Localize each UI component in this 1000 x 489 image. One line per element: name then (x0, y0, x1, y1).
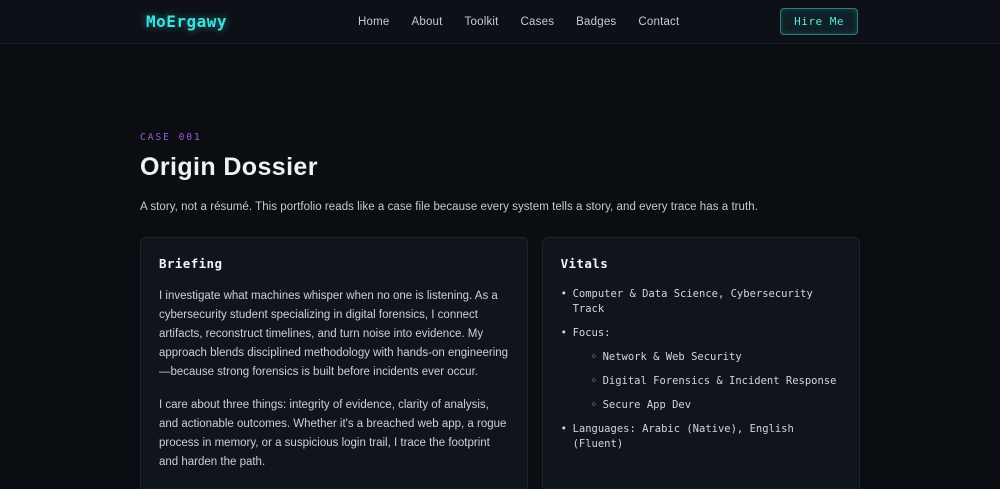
vitals-focus-item-network: ◦ Network & Web Security (591, 350, 841, 365)
vitals-card (542, 237, 860, 489)
hire-me-button[interactable]: Hire Me (780, 8, 858, 35)
nav-item-home[interactable]: Home (358, 15, 390, 28)
vitals-focus-label: Focus: (572, 327, 611, 339)
top-navbar (0, 0, 1000, 44)
page-content (0, 132, 1000, 489)
vitals-focus-item-forensics: ◦ Digital Forensics & Incident Response (591, 374, 841, 389)
briefing-card (140, 237, 528, 489)
page-subtitle: A story, not a résumé. This portfolio reads like a case file because every system tells a story, and every trace has a truth. (140, 201, 758, 213)
page-title: Origin Dossier (140, 153, 318, 181)
nav-item-badges[interactable]: Badges (576, 15, 617, 28)
cards-row (140, 237, 860, 489)
nav-item-cases[interactable]: Cases (520, 15, 555, 28)
vitals-item-languages: • Languages: Arabic (Native), English (Fluent) (561, 422, 841, 452)
brand-logo[interactable]: MoErgawy (146, 12, 228, 31)
primary-nav (358, 16, 679, 28)
vitals-list (561, 287, 841, 452)
vitals-card-title: Vitals (560, 256, 609, 271)
briefing-paragraph-2: I care about three things: integrity of evidence, clarity of analysis, and actionable outcomes. Whether it's a breached web app, a rogue process in memory, or a suspicious login trail, I trace the footprint and harden the path. (159, 399, 507, 468)
vitals-focus-item-appdev: ◦ Secure App Dev (591, 398, 841, 413)
nav-item-contact[interactable]: Contact (638, 15, 680, 28)
nav-item-toolkit[interactable]: Toolkit (464, 15, 499, 28)
nav-item-about[interactable]: About (411, 15, 443, 28)
vitals-item-focus (561, 326, 841, 413)
vitals-focus-sublist (591, 350, 841, 413)
vitals-item-major: • Computer & Data Science, Cybersecurity Track (561, 287, 841, 317)
briefing-paragraph-1: I investigate what machines whisper when no one is listening. As a cybersecurity student specializing in digital forensics, I connect artifacts, reconstruct timelines, and turn noise into evidence. My approach blends disciplined methodology with hands-on engineering—because strong forensics is built before incidents ever occur. (159, 290, 509, 378)
case-number-tag: CASE 001 (140, 132, 202, 143)
briefing-card-title: Briefing (159, 256, 223, 271)
